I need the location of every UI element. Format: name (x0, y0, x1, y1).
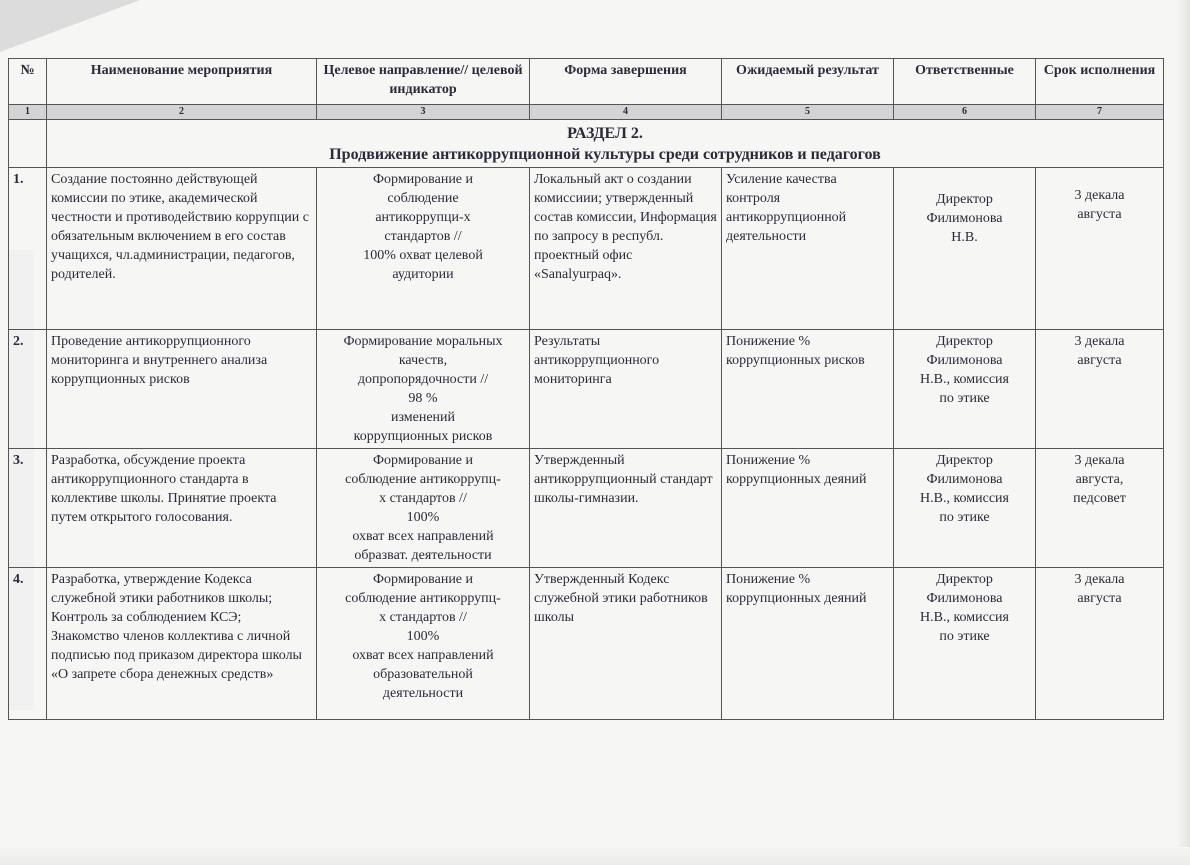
header-term: Срок исполнения (1036, 59, 1164, 105)
column-number: 6 (894, 105, 1036, 120)
scan-bottom-edge (0, 847, 1190, 865)
header-num: № (9, 59, 47, 105)
row-activity: Разработка, утверждение Кодекса служебной этики работников школы; Контроль за соблюдением КСЭ; Знакомство членов коллектива с личной подписью под приказом директора школы «О запрете сбора денежных средств» (47, 568, 317, 720)
row-target: Формирование моральных качеств, допропорядочности // 98 % изменений коррупционных рисков (317, 330, 530, 449)
section-row (9, 120, 1164, 168)
row-target: Формирование и соблюдение антикоррупци-х стандартов // 100% охват целевой аудитории (317, 168, 530, 330)
action-plan-table (8, 58, 1164, 720)
row-target: Формирование и соблюдение антикоррупц- х стандартов // 100% охват всех направлений образват. деятельности (317, 449, 530, 568)
row-number: 1. (9, 168, 47, 330)
table-row (9, 168, 1164, 330)
row-responsible: Директор Филимонова Н.В., комиссия по этике (894, 330, 1036, 449)
section-blank-cell (9, 120, 47, 168)
row-activity: Разработка, обсуждение проекта антикоррупционного стандарта в коллективе школы. Принятие проекта путем открытого голосования. (47, 449, 317, 568)
table-row (9, 568, 1164, 720)
row-expected-result: Понижение % коррупционных деяний (722, 449, 894, 568)
row-number: 3. (9, 449, 47, 568)
header-row (9, 59, 1164, 105)
row-completion-form: Локальный акт о создании комиссиии; утвержденный состав комиссии, Информация по запросу в республ. проектный офис «Sanalyurpaq». (530, 168, 722, 330)
column-number: 1 (9, 105, 47, 120)
header-responsible: Ответственные (894, 59, 1036, 105)
column-number: 5 (722, 105, 894, 120)
column-number: 3 (317, 105, 530, 120)
scan-corner-shadow (0, 0, 140, 52)
row-term: 3 декала августа (1036, 168, 1164, 330)
row-completion-form: Утвержденный Кодекс служебной этики работников школы (530, 568, 722, 720)
row-responsible: Директор Филимонова Н.В., комиссия по этике (894, 568, 1036, 720)
header-result: Ожидаемый результат (722, 59, 894, 105)
column-number: 2 (47, 105, 317, 120)
row-responsible: Директор Филимонова Н.В. (894, 168, 1036, 330)
row-number: 4. (9, 568, 47, 720)
column-number: 4 (530, 105, 722, 120)
section-subtitle: Продвижение антикоррупционной культуры среди сотрудников и педагогов (329, 146, 881, 163)
row-term: 3 декала августа, педсовет (1036, 449, 1164, 568)
row-expected-result: Понижение % коррупционных деяний (722, 568, 894, 720)
table-row (9, 449, 1164, 568)
section-heading (47, 120, 1164, 168)
row-target: Формирование и соблюдение антикоррупц- х стандартов // 100% охват всех направлений образовательной деятельности (317, 568, 530, 720)
section-title: РАЗДЕЛ 2. (567, 125, 643, 142)
row-term: 3 декала августа (1036, 568, 1164, 720)
row-completion-form: Утвержденный антикоррупционный стандарт школы-гимназии. (530, 449, 722, 568)
column-number: 7 (1036, 105, 1164, 120)
column-number-row (9, 105, 1164, 120)
header-form: Форма завершения (530, 59, 722, 105)
scan-right-edge (1176, 0, 1190, 865)
row-activity: Создание постоянно действующей комиссии по этике, академической честности и противодействию коррупции с обязательным включением в его состав учащихся, чл.администрации, педагогов, родителей. (47, 168, 317, 330)
row-completion-form: Результаты антикоррупционного мониторинга (530, 330, 722, 449)
row-expected-result: Понижение % коррупционных рисков (722, 330, 894, 449)
row-term: 3 декала августа (1036, 330, 1164, 449)
row-activity: Проведение антикоррупционного мониторинга и внутреннего анализа коррупционных рисков (47, 330, 317, 449)
header-target: Целевое направление// целевой индикатор (317, 59, 530, 105)
row-responsible: Директор Филимонова Н.В., комиссия по этике (894, 449, 1036, 568)
table-row (9, 330, 1164, 449)
row-number: 2. (9, 330, 47, 449)
row-expected-result: Усиление качества контроля антикоррупционной деятельности (722, 168, 894, 330)
header-name: Наименование мероприятия (47, 59, 317, 105)
